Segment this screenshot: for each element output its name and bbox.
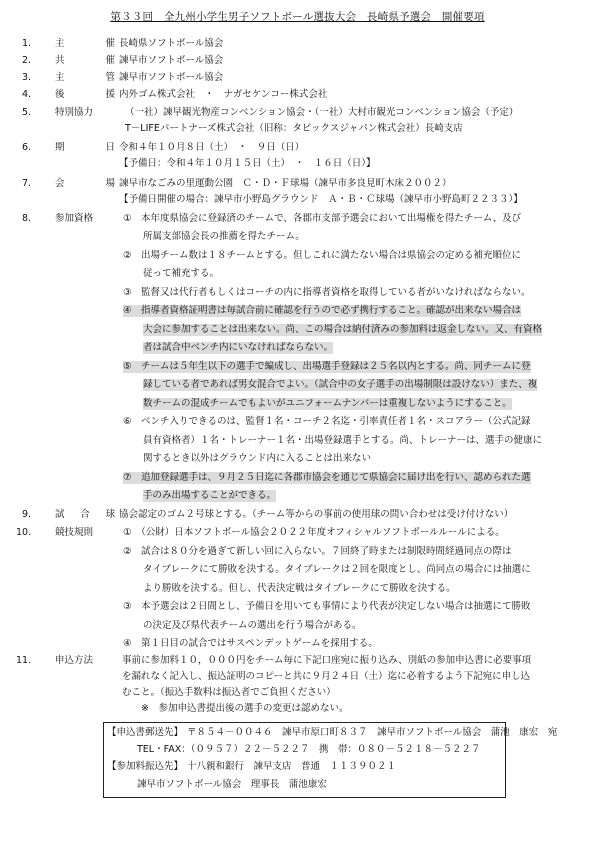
eligibility-line: ① 本年度県協会に登録済のチームで、各郡市支部予選会において出場権を得たチーム、及び [123,213,522,224]
eligibility-line: ② 出場チーム数は１８チームとする。但しこれに満たない場合は県協会の定める補充順位に [123,250,522,261]
item-number: 8. [22,213,32,224]
rules-line: の決定及び県代表チームの選出を行う場合がある。 [143,620,362,631]
item-label: 会 場 [55,178,115,189]
item-number: 4. [22,89,32,100]
item-label: 競技規則 [55,527,94,538]
item-number: 1. [22,38,32,49]
eligibility-line: 関するとき以外はグラウンド内に入ることは出来ない [143,453,372,464]
item-label: 後 援 [55,89,115,100]
item-number: 9. [22,509,32,520]
ball-value: 協会認定のゴム２号球とする。（チーム等からの事前の使用球の問い合わせは受け付けない） [119,509,514,520]
reserve-venue-value: 【予備日開催の場合：諫早市小野島グラウンド Ａ・Ｂ・Ｃ球場（諫早市小野島町２２３３）】 [119,194,523,205]
eligibility-line: 録している者であれば男女混合でよい。（試合中の女子選手の出場制限は設けない）また、複 [143,379,538,390]
item-label: 主 管 [55,72,115,83]
cosponsor-value: 諫早市ソフトボール協会 [119,55,224,66]
bank-account: 十八親和銀行 諫早支店 普通 １１３９０２１ [187,761,397,772]
cooperation-value: （一社）諫早観光物産コンベンション協会・（一社）大村市観光コンベンション協会（予定） [125,107,519,118]
eligibility-line: 所属支部協会長の推薦を得たチーム。 [143,231,305,242]
eligibility-line: 数チームの混成チームでもよいがユニフォームナンバーは重複しないようにすること。 [143,398,512,409]
management-value: 諫早市ソフトボール協会 [119,72,224,83]
rules-line: ① （公財）日本ソフトボール協会２０２２年度オフィシャルソフトボールルールによる。 [123,527,505,538]
bank-label: 【参加料振込先】 [107,761,184,772]
reserve-dates-value: 【予備日：令和４年１０月１５日（土） ・ １６日（日）】 [119,158,376,169]
phone-fax: TEL・FAX：（０９５７）２２－５２２７ 携 帯：０８０－５２１８－５２２７ [137,744,481,755]
apply-line: 事前に参加料１０，０００円をチーム毎に下記口座宛に振り込み、別紙の参加申込書に必要事項 [122,655,532,666]
item-label: 共 催 [55,55,115,66]
rules-line: ② 試合は８０分を過ぎて新しい回に入らない。７回終了時または制限時間経過同点の際は [123,546,512,557]
apply-line: むこと。（振込手数料は振込者でご負担ください） [122,687,336,698]
dates-value: 令和４年１０月８日（土） ・ ９日（日） [119,142,305,153]
contact-box [103,722,558,798]
eligibility-line: 員有資格者）１名・トレーナー１名・出場登録選手とする。尚、トレーナーは、選手の健康に [143,435,543,446]
venue-value: 諫早市なごみの里運動公園 Ｃ・Ｄ・Ｆ球場（諫早市多良見町木床２００２） [119,178,452,189]
rules-line: タイブレークにて勝敗を決する。タイブレークは２回を限度とし、尚同点の場合には抽選に [143,564,531,575]
item-label: 試 合 球 [55,509,115,520]
sponsor-value: 長崎県ソフトボール協会 [119,38,224,49]
eligibility-line: ④ 指導者資格証明書は毎試合前に確認を行うので必ず携行すること。確認が出来ない場合は [123,305,522,316]
support-value: 内外ゴム株式会社 ・ ナガセケンコー株式会社 [119,89,328,100]
item-number: 2. [22,55,32,66]
page-title: 第３３回 全九州小学生男子ソフトボール選抜大会 長崎県予選会 開催要項 [110,11,485,23]
rules-line: ③ 本予選会は２日間とし、予備日を用いても事情により代表が決定しない場合は抽選にて勝敗 [123,601,531,612]
item-number: 7. [22,178,32,189]
rules-line: より勝敗を決する。但し、代表決定戦はタイブレークにて勝敗を決する。 [143,583,456,594]
account-holder: 諫早市ソフトボール協会 理事長 蒲池康宏 [137,779,327,790]
cooperation-value-2: T－LIFEパートナーズ株式会社（旧称：タビックスジャパン株式会社）長崎支店 [125,123,463,134]
mail-address: 〒８５４－００４６ 諫早市原口町８３７ 諫早市ソフトボール協会 蒲池 康宏 宛 [187,727,558,738]
item-number: 6. [22,142,32,153]
eligibility-line: ⑦ 追加登録選手は、９月２５日迄に各郡市協会を通じて県協会に届け出を行い、認められた選 [123,472,531,483]
item-number: 10. [16,527,32,538]
item-label: 特別協力 [55,107,94,118]
eligibility-line: 手のみ出場することができる。 [143,490,277,501]
item-label: 期 日 [55,142,115,153]
item-label: 参加資格 [55,213,94,224]
item-label: 主 催 [55,38,115,49]
mail-label: 【申込書郵送先】 [107,727,184,738]
item-number: 5. [22,107,32,118]
eligibility-line: ③ 監督又は代行者もしくはコーチの内に指導者資格を取得している者がいなければならない。 [123,287,531,298]
item-number: 3. [22,72,32,83]
apply-line: を漏れなく記入し、振込証明のコピーと共に９月２４日（土）迄に必着するよう下記宛に申し込 [122,671,531,682]
eligibility-line: 大会に参加することは出来ない。尚、この場合は納付済みの参加料は返金しない。又、有資格 [143,324,543,335]
item-label: 申込方法 [55,655,94,666]
eligibility-line: 従って補充する。 [143,268,220,279]
rules-line: ④ 第１日目の試合ではサスペンデットゲームを採用する。 [123,638,378,649]
apply-note: ※ 参加申込書提出後の選手の変更は認めない。 [141,703,349,714]
item-number: 11. [16,655,32,666]
eligibility-line: ⑤ チームは５年生以下の選手で編成し、出場選手登録は２５名以内とする。尚、同チームに登 [123,361,531,372]
eligibility-line: ⑥ ベンチ入りできるのは、監督１名・コーチ２名迄・引率責任者１名・スコアラー（公式記録 [123,416,531,427]
eligibility-line: 者は試合中ベンチ内にいなければならない。 [143,342,334,353]
